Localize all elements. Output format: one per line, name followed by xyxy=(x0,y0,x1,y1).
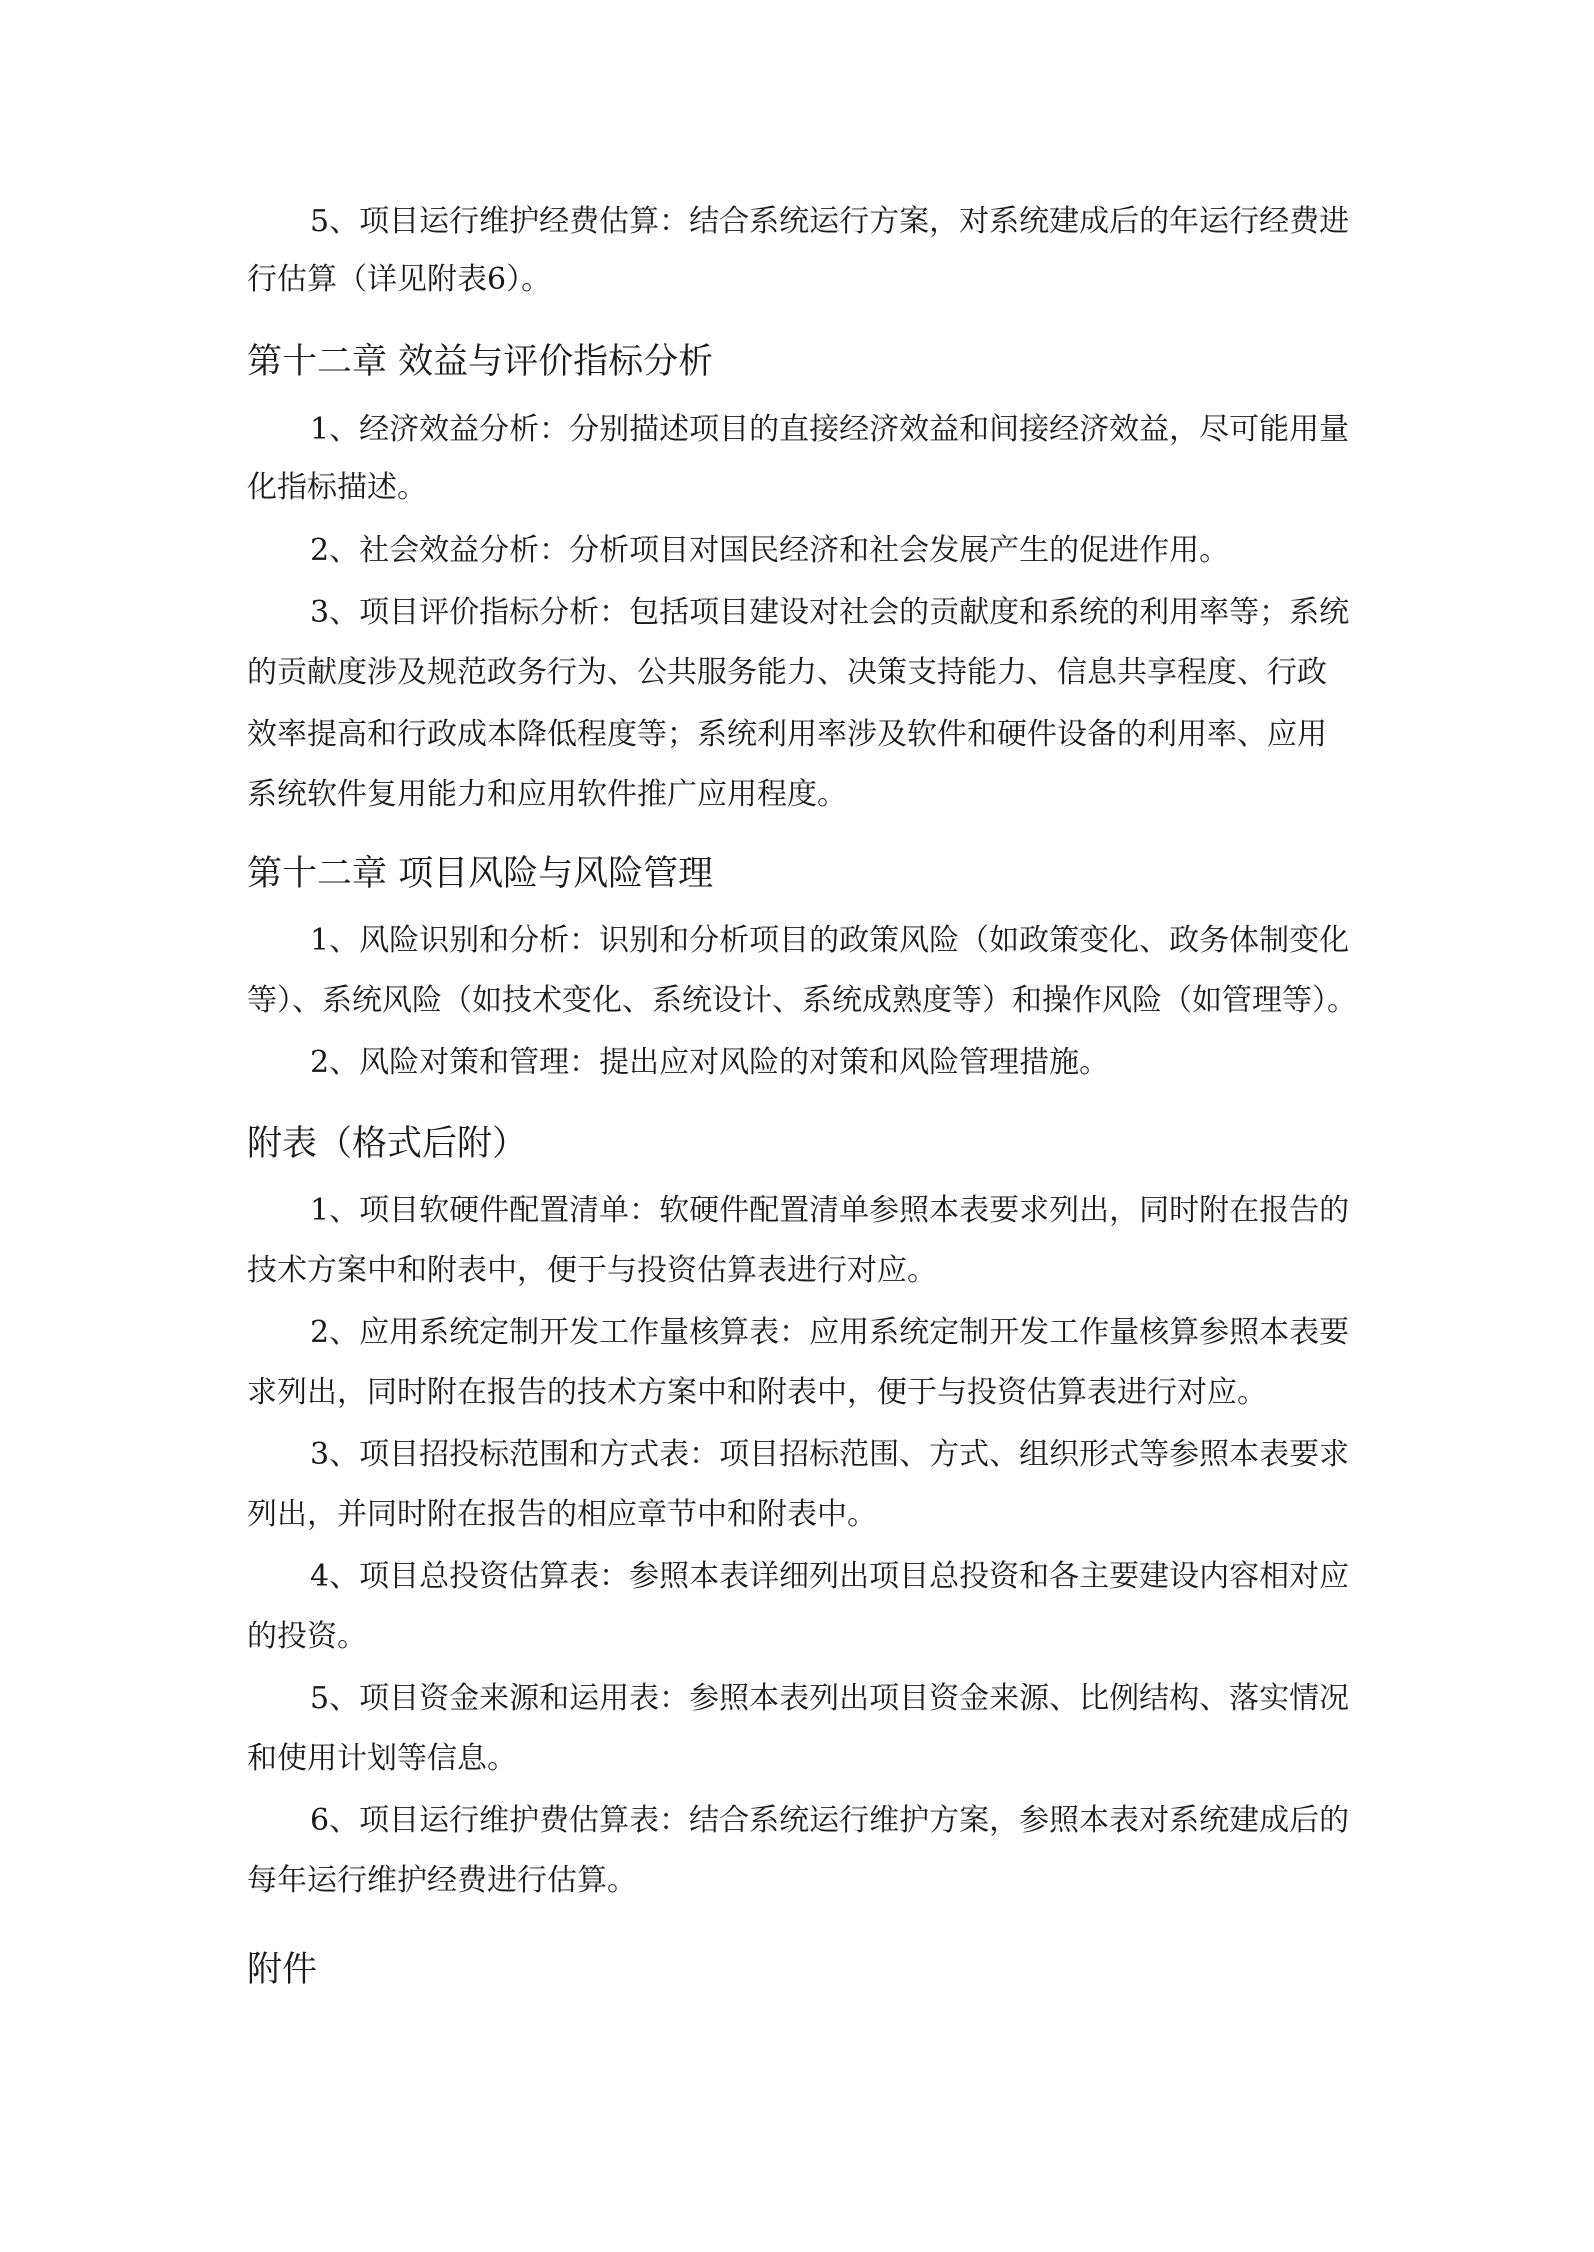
paragraph-line: 等）、系统风险（如技术变化、系统设计、系统成熟度等）和操作风险（如管理等）。 xyxy=(247,983,1357,1018)
paragraph-line: 和使用计划等信息。 xyxy=(247,1741,517,1776)
paragraph-line: 5、项目运行维护经费估算：结合系统运行方案，对系统建成后的年运行经费进 xyxy=(310,204,1350,239)
paragraph-line: 1、项目软硬件配置清单：软硬件配置清单参照本表要求列出，同时附在报告的 xyxy=(310,1193,1350,1228)
appendix-heading: 附表（格式后附） xyxy=(247,1124,528,1164)
paragraph-line: 6、项目运行维护费估算表：结合系统运行维护方案，参照本表对系统建成后的 xyxy=(310,1803,1350,1838)
paragraph-line: 2、社会效益分析：分析项目对国民经济和社会发展产生的促进作用。 xyxy=(310,533,1230,568)
paragraph-line: 每年运行维护经费进行估算。 xyxy=(247,1863,637,1898)
paragraph-line: 系统软件复用能力和应用软件推广应用程度。 xyxy=(247,777,847,812)
chapter-heading: 第十二章 效益与评价指标分析 xyxy=(247,342,714,382)
attachment-heading: 附件 xyxy=(247,1950,318,1990)
paragraph-line: 3、项目招投标范围和方式表：项目招标范围、方式、组织形式等参照本表要求 xyxy=(310,1437,1350,1472)
paragraph-line: 技术方案中和附表中，便于与投资估算表进行对应。 xyxy=(247,1253,937,1288)
chapter-heading: 第十二章 项目风险与风险管理 xyxy=(247,854,714,894)
paragraph-line: 行估算（详见附表6）。 xyxy=(247,262,552,297)
paragraph-line: 的投资。 xyxy=(247,1619,367,1654)
paragraph-line: 的贡献度涉及规范政务行为、公共服务能力、决策支持能力、信息共享程度、行政 xyxy=(247,655,1327,690)
paragraph-line: 求列出，同时附在报告的技术方案中和附表中，便于与投资估算表进行对应。 xyxy=(247,1375,1267,1410)
paragraph-line: 2、应用系统定制开发工作量核算表：应用系统定制开发工作量核算参照本表要 xyxy=(310,1315,1350,1350)
paragraph-line: 3、项目评价指标分析：包括项目建设对社会的贡献度和系统的利用率等；系统 xyxy=(310,595,1350,630)
paragraph-line: 2、风险对策和管理：提出应对风险的对策和风险管理措施。 xyxy=(310,1045,1110,1080)
paragraph-line: 5、项目资金来源和运用表：参照本表列出项目资金来源、比例结构、落实情况 xyxy=(310,1681,1350,1716)
paragraph-line: 4、项目总投资估算表：参照本表详细列出项目总投资和各主要建设内容相对应 xyxy=(310,1559,1350,1594)
paragraph-line: 1、风险识别和分析：识别和分析项目的政策风险（如政策变化、政务体制变化 xyxy=(310,923,1350,958)
paragraph-line: 化指标描述。 xyxy=(247,470,427,505)
paragraph-line: 列出，并同时附在报告的相应章节中和附表中。 xyxy=(247,1497,877,1532)
paragraph-line: 1、经济效益分析：分别描述项目的直接经济效益和间接经济效益，尽可能用量 xyxy=(310,412,1350,447)
paragraph-line: 效率提高和行政成本降低程度等；系统利用率涉及软件和硬件设备的利用率、应用 xyxy=(247,717,1327,752)
